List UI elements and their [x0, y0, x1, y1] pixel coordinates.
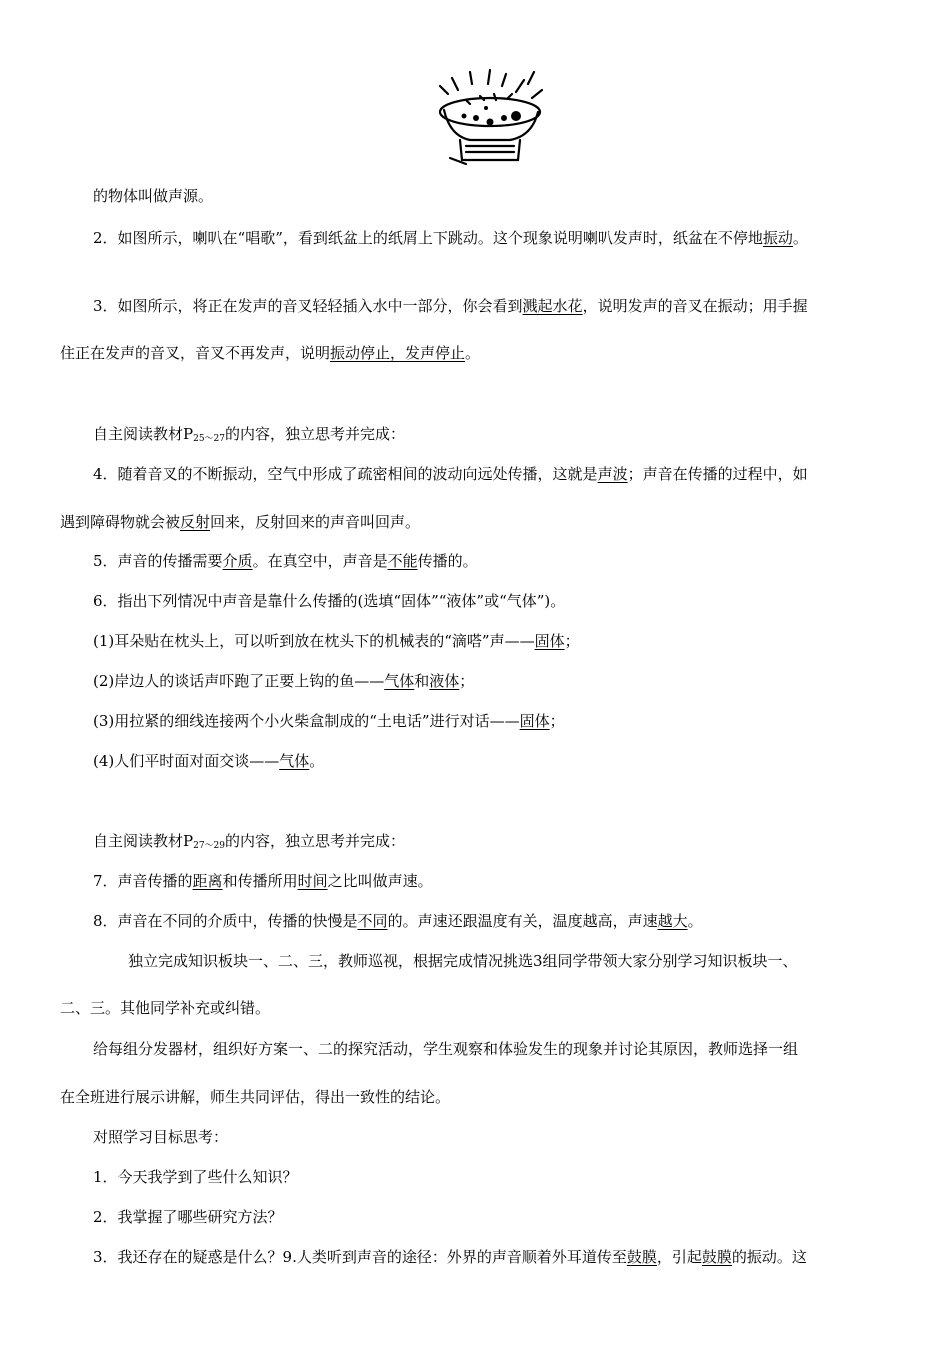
- text-line-7: 遇到障碍物就会被反射回来，反射回来的声音叫回声。: [60, 513, 421, 531]
- text-line-23: 2．我掌握了哪些研究方法？: [93, 1208, 283, 1226]
- answer: 液体: [429, 672, 460, 690]
- answer: 振动停止，发声停止: [330, 344, 466, 362]
- text-line-22: 1．今天我学到了些什么知识？: [93, 1168, 298, 1186]
- answer: 鼓膜: [626, 1248, 657, 1266]
- text-line-4: 住正在发声的音叉，音叉不再发声，说明振动停止，发声停止。: [60, 344, 481, 362]
- page-range: 27～29: [193, 841, 225, 851]
- text-line-2: 2．如图所示，喇叭在“唱歌”，看到纸盆上的纸屑上下跳动。这个现象说明喇叭发声时，纸盆在不停地振动。: [93, 229, 808, 247]
- answer: 介质: [222, 552, 253, 570]
- answer: 声波: [597, 465, 628, 483]
- text-line-9: 6．指出下列情况中声音是靠什么传播的(选填“固体”“液体”或“气体”)。: [93, 592, 566, 610]
- text-line-3: 3．如图所示，将正在发声的音叉轻轻插入水中一部分，你会看到溅起水花，说明发声的音叉在振动；用手握: [93, 297, 808, 315]
- answer: 固体: [519, 712, 550, 730]
- answer: 溅起水花: [522, 297, 583, 315]
- text-line-13: (4)人们平时面对面交谈——气体。: [93, 752, 325, 770]
- text-line-20: 在全班进行展示讲解，师生共同评估，得出一致性的结论。: [60, 1088, 451, 1106]
- answer: 反射: [180, 513, 211, 531]
- text-line-15: 7．声音传播的距离和传播所用时间之比叫做声速。: [93, 872, 433, 890]
- text-line-10: (1)耳朵贴在枕头上，可以听到放在枕头下的机械表的“滴嗒”声——固体；: [93, 632, 580, 650]
- text-line-21: 对照学习目标思考：: [93, 1128, 229, 1146]
- text-line-17: 独立完成知识板块一、二、三，教师巡视，根据完成情况挑选3组同学带领大家分别学习知识板块一、: [128, 952, 798, 970]
- answer: 时间: [297, 872, 328, 890]
- text-line-18: 二、三。其他同学补充或纠错。: [60, 999, 271, 1017]
- text-line-11: (2)岸边人的谈话声吓跑了正要上钩的鱼——气体和液体；: [93, 672, 475, 690]
- answer: 距离: [192, 872, 223, 890]
- answer: 鼓膜: [701, 1248, 732, 1266]
- text-line-24: 3．我还存在的疑惑是什么？9.人类听到声音的途径：外界的声音顺着外耳道传至鼓膜，引起鼓膜的振动。这: [93, 1248, 807, 1266]
- speaker-with-paper-bits-icon: [430, 66, 550, 172]
- text-line-6: 4．随着音叉的不断振动，空气中形成了疏密相间的波动向远处传播，这就是声波；声音在传播的过程中，如: [93, 465, 808, 483]
- text-line-14: 自主阅读教材$P_{27\sim 29}$的内容，独立思考并完成：: [93, 832, 406, 851]
- answer: 越大: [657, 912, 688, 930]
- answer: 气体: [384, 672, 415, 690]
- text-line-16: 8．声音在不同的介质中，传播的快慢是不同的。声速还跟温度有关，温度越高，声速越大。: [93, 912, 703, 930]
- text-line-8: 5．声音的传播需要介质。在真空中，声音是不能传播的。: [93, 552, 478, 570]
- page-range: 25～27: [193, 434, 225, 444]
- text-line-12: (3)用拉紧的细线连接两个小火柴盒制成的“土电话”进行对话——固体；: [93, 712, 565, 730]
- answer: 固体: [534, 632, 565, 650]
- text-line-19: 给每组分发器材，组织好方案一、二的探究活动，学生观察和体验发生的现象并讨论其原因，教师选择一组: [93, 1040, 799, 1058]
- answer: 不能: [387, 552, 418, 570]
- text-line-1: 的物体叫做声源。: [93, 187, 214, 205]
- answer: 气体: [279, 752, 310, 770]
- text-line-5: 自主阅读教材$P_{25\sim 27}$的内容，独立思考并完成：: [93, 425, 406, 444]
- answer: 不同: [357, 912, 388, 930]
- answer: 振动: [762, 229, 793, 247]
